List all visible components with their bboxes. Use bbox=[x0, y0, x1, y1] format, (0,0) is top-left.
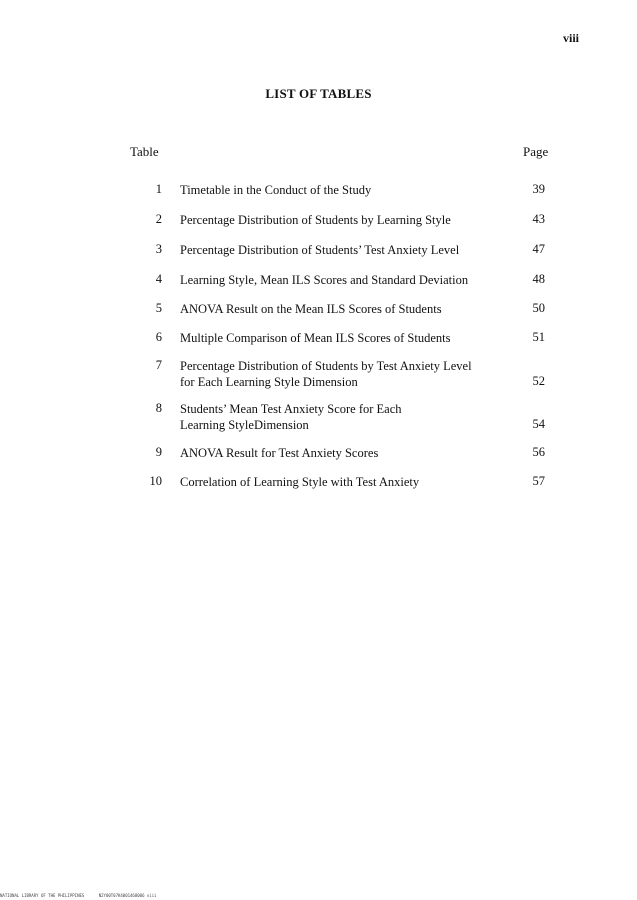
entry-number: 9 bbox=[155, 445, 162, 459]
entry-title: Students’ Mean Test Anxiety Score for Each Learning StyleDimension bbox=[180, 402, 402, 432]
page-title: LIST OF TABLES bbox=[265, 86, 372, 101]
entry-number: 10 bbox=[149, 474, 162, 488]
page-column-header: Page bbox=[523, 144, 549, 159]
entry-title: Learning Style, Mean ILS Scores and Standard Deviation bbox=[180, 273, 469, 287]
scan-footer bbox=[0, 893, 169, 898]
entry-page: 56 bbox=[532, 445, 545, 459]
page-number: viii bbox=[562, 31, 579, 45]
entry-number: 2 bbox=[155, 212, 162, 226]
entry-page: 48 bbox=[532, 272, 545, 286]
entry-number: 6 bbox=[155, 330, 162, 344]
entry-page: 51 bbox=[532, 330, 545, 344]
entry-title: Percentage Distribution of Students’ Test Anxiety Level bbox=[180, 243, 460, 257]
entry-number: 7 bbox=[155, 358, 162, 372]
entry-page: 57 bbox=[532, 474, 545, 488]
entry-title: Multiple Comparison of Mean ILS Scores of Students bbox=[180, 331, 451, 345]
entry-page: 43 bbox=[532, 212, 545, 226]
entry-page: 47 bbox=[532, 242, 545, 256]
entry-number: 8 bbox=[155, 401, 162, 415]
entry-number: 1 bbox=[155, 182, 162, 196]
entry-number: 4 bbox=[155, 272, 162, 286]
entry-number: 3 bbox=[155, 242, 162, 256]
entry-title: Percentage Distribution of Students by Test Anxiety Level for Each Learning Style Dimension bbox=[180, 359, 472, 389]
entry-title: Timetable in the Conduct of the Study bbox=[180, 183, 372, 197]
footer-code: N2Y00T07K4001468006 viii bbox=[98, 893, 157, 898]
entry-page: 50 bbox=[532, 301, 545, 315]
entry-title: Correlation of Learning Style with Test Anxiety bbox=[180, 475, 420, 489]
entry-page: 54 bbox=[532, 417, 545, 431]
entry-number: 5 bbox=[155, 301, 162, 315]
entry-page: 52 bbox=[532, 374, 545, 388]
entry-title: Percentage Distribution of Students by Learning Style bbox=[180, 213, 451, 227]
entry-page: 39 bbox=[532, 182, 545, 196]
entry-title: ANOVA Result for Test Anxiety Scores bbox=[180, 446, 379, 460]
table-column-header: Table bbox=[130, 144, 159, 159]
footer-library: NATIONAL LIBRARY OF THE PHILIPPINES bbox=[0, 893, 85, 898]
entry-title: ANOVA Result on the Mean ILS Scores of Students bbox=[180, 302, 442, 316]
